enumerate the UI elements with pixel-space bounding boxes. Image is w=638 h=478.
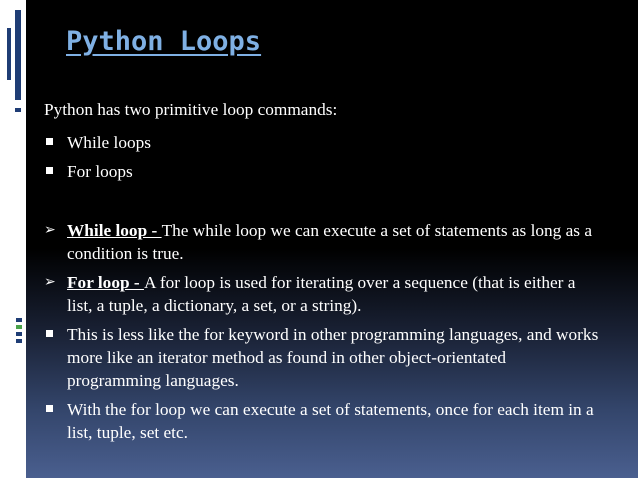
definition-text: A for loop is used for iterating over a sequence (that is either a list, a tuple, a dictionary, a set, or a string). bbox=[67, 273, 576, 315]
slide-title: Python Loops bbox=[66, 26, 262, 57]
list-item-text: While loops bbox=[67, 133, 151, 152]
definitions-list bbox=[44, 219, 604, 444]
slide-content bbox=[44, 98, 604, 450]
decorative-square bbox=[16, 318, 22, 322]
loop-types-list bbox=[44, 131, 604, 183]
list-item bbox=[44, 271, 604, 317]
decorative-square bbox=[16, 332, 22, 336]
definition-term: While loop - bbox=[67, 221, 162, 240]
definition-text: The while loop we can execute a set of statements as long as a condition is true. bbox=[67, 221, 593, 263]
decorative-bar bbox=[15, 108, 21, 112]
list-item bbox=[44, 323, 604, 392]
decorative-bar bbox=[7, 28, 11, 80]
list-item bbox=[44, 219, 604, 265]
note-text: With the for loop we can execute a set of statements, once for each item in a list, tuple, set etc. bbox=[67, 400, 594, 442]
arrow-bullet-icon: ➢ bbox=[44, 222, 56, 238]
list-item bbox=[44, 160, 604, 183]
square-bullet-icon bbox=[44, 131, 53, 154]
list-item bbox=[44, 131, 604, 154]
square-bullet-icon bbox=[44, 398, 53, 421]
decorative-square bbox=[16, 339, 22, 343]
decorative-bar bbox=[15, 10, 21, 100]
spacer bbox=[44, 189, 604, 219]
list-item bbox=[44, 398, 604, 444]
list-item-text: For loops bbox=[67, 162, 133, 181]
definition-term: For loop - bbox=[67, 273, 144, 292]
square-bullet-icon bbox=[44, 160, 53, 183]
decorative-square bbox=[16, 325, 22, 329]
intro-text: Python has two primitive loop commands: bbox=[44, 100, 338, 119]
arrow-bullet-icon: ➢ bbox=[44, 274, 56, 290]
square-bullet-icon bbox=[44, 323, 53, 346]
note-text: This is less like the for keyword in other programming languages, and works more like an iterator method as found in other object-orientated programming languages. bbox=[67, 325, 599, 390]
left-decorative-band bbox=[0, 0, 26, 478]
